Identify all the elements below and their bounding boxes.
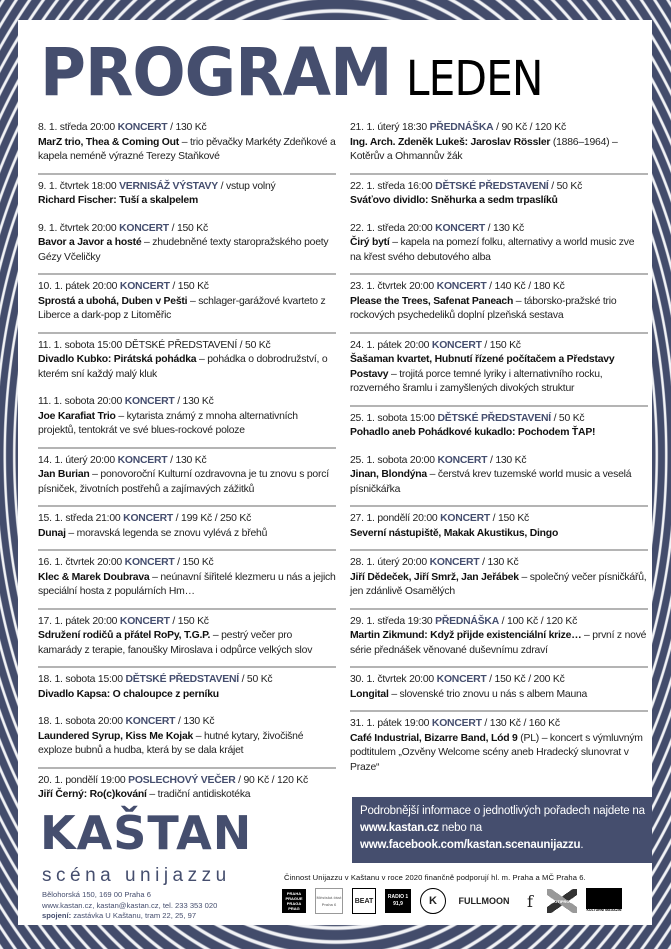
- program-entry: [38, 275, 336, 334]
- entry-date: 11. 1. sobota 20:00: [38, 396, 123, 407]
- facebook-link[interactable]: www.facebook.com/kastan.scenaunijazzu: [360, 839, 581, 851]
- entry-title: Joe Karafiat Trio: [38, 410, 116, 422]
- entry-date: 9. 1. čtvrtek 18:00: [38, 180, 117, 192]
- entry-type: DĚTSKÉ PŘEDSTAVENÍ: [124, 339, 237, 351]
- entry-body: [38, 236, 336, 265]
- entry-description: – schlager-garážové kvarteto z Liberce a dark-pop z Litoměřic: [38, 295, 326, 321]
- entry-price: / 90 Kč / 120 Kč: [496, 122, 566, 133]
- entry-header: [350, 717, 648, 732]
- entry-type: VERNISÁŽ VÝSTAVY: [119, 180, 218, 192]
- radio1-logo: RADIO 1 91,9: [385, 889, 411, 913]
- entry-price: / 50 Kč: [241, 674, 273, 685]
- entry-title: Severní nástupiště, Makak Akustikus, Dingo: [350, 527, 559, 539]
- entry-date: 31. 1. pátek 19:00: [350, 718, 430, 729]
- entry-date: 9. 1. čtvrtek 20:00: [38, 222, 117, 234]
- entry-date: 8. 1. středa 20:00: [38, 122, 115, 133]
- entry-date: 25. 1. sobota 15:00: [350, 412, 435, 424]
- month-title: LEDEN: [406, 51, 543, 107]
- entry-price: / 150 Kč: [171, 222, 208, 234]
- entry-price: / 150 Kč / 200 Kč: [489, 674, 565, 685]
- entry-type: KONCERT: [117, 454, 168, 466]
- entry-type: KONCERT: [429, 557, 480, 568]
- entry-description: – tradiční antidiskotéka: [146, 789, 251, 800]
- program-sheet: [18, 20, 652, 925]
- entry-body: [350, 236, 648, 265]
- website-link[interactable]: www.kastan.cz: [360, 822, 439, 834]
- entry-price: / 150 Kč: [492, 513, 530, 524]
- entry-price: / 100 Kč / 120 Kč: [501, 615, 578, 627]
- entry-date: 29. 1. středa 19:30: [350, 615, 433, 627]
- program-entry: [350, 275, 648, 334]
- entry-title: Jinan, Blondýna: [350, 469, 427, 480]
- entry-title: Please the Trees, Safenat Paneach: [350, 295, 514, 307]
- entry-date: 27. 1. pondělí 20:00: [350, 513, 438, 524]
- info-box: [352, 797, 652, 863]
- beat-logo: BEAT: [352, 888, 376, 914]
- kastan-logo: KAŠTAN: [40, 806, 253, 860]
- entry-price: / 90 Kč / 120 Kč: [238, 774, 308, 786]
- entry-type: KONCERT: [119, 615, 170, 627]
- entry-date: 23. 1. čtvrtek 20:00: [350, 281, 434, 292]
- entry-header: [350, 121, 648, 136]
- entry-price: / 150 Kč: [484, 339, 521, 351]
- program-entry: [38, 551, 336, 610]
- entry-header: [350, 339, 648, 354]
- music-logo: f: [527, 891, 533, 911]
- entry-date: 14. 1. úterý 20:00: [38, 454, 115, 466]
- entry-type: KONCERT: [124, 557, 175, 568]
- entry-description: (PL) – koncert s výmluvným podtitulem „Ozvěny Welcome scény aneb Hradecký slunovrat v Praze“: [350, 732, 643, 773]
- entry-title: Čirý bytí: [350, 237, 390, 248]
- entry-type: KONCERT: [124, 396, 175, 407]
- sponsor-text: Činnost Unijazzu v Kaštanu v roce 2020 finančně podporují hl. m. Praha a MČ Praha 6.: [284, 873, 586, 882]
- entry-date: 17. 1. pátek 20:00: [38, 615, 118, 627]
- entry-price: / 140 Kč / 180 Kč: [489, 281, 565, 292]
- entry-header: [350, 615, 648, 630]
- program-entry: [38, 390, 336, 449]
- entry-type: DĚTSKÉ PŘEDSTAVENÍ: [125, 674, 239, 685]
- entry-price: / 150 Kč: [172, 615, 209, 627]
- entry-header: [350, 556, 648, 571]
- entry-date: 28. 1. úterý 20:00: [350, 557, 427, 568]
- entry-body: [38, 353, 336, 382]
- entry-price: / 199 Kč / 250 Kč: [175, 513, 252, 524]
- entry-price: / 130 Kč: [489, 454, 527, 466]
- info-text: .: [580, 839, 584, 851]
- entry-body: [38, 295, 336, 324]
- entry-header: [350, 180, 648, 195]
- entry-description: (1886–1964) – Kotěrův a Ohmannův žák: [350, 136, 618, 162]
- entry-header: [350, 280, 648, 295]
- entry-description: – pestrý večer pro kamarády z terapie, fanoušky Miroslava i odpůrce velkých slov: [38, 630, 313, 656]
- entry-type: KONCERT: [436, 281, 487, 292]
- contact: www.kastan.cz, kastan@kastan.cz, tel. 233 353 020: [42, 900, 218, 910]
- entry-body: [38, 527, 336, 542]
- sponsor-logos: [282, 888, 622, 914]
- entry-title: Divadlo Kubko: Pirátská pohádka: [38, 354, 197, 365]
- entry-price: / 50 Kč: [239, 339, 271, 351]
- entry-title: Klec & Marek Doubrava: [38, 571, 150, 583]
- entry-type: KONCERT: [119, 281, 170, 292]
- entry-date: 25. 1. sobota 20:00: [350, 454, 435, 466]
- program-entry: [38, 507, 336, 551]
- entry-body: [38, 136, 336, 165]
- program-entry: [350, 551, 648, 610]
- entry-body: [350, 468, 648, 497]
- entry-description: – kapela na pomezí folku, alternativy a world music zve na křest svého debutového alba: [350, 237, 635, 263]
- entry-date: 22. 1. středa 16:00: [350, 180, 433, 192]
- program-entry: [350, 116, 648, 175]
- entry-body: [38, 468, 336, 497]
- entry-title: Richard Fischer: Tuší a skalpelem: [38, 195, 199, 206]
- entry-description: – společný večer písničkářů, jen zdánlivě Osamělých: [350, 571, 647, 597]
- entry-type: POSLECHOVÝ VEČER: [128, 774, 236, 786]
- entry-date: 11. 1. sobota 15:00: [38, 339, 123, 351]
- entry-body: [350, 527, 648, 542]
- entry-date: 15. 1. středa 21:00: [38, 513, 121, 524]
- program-entry: [350, 712, 648, 783]
- entry-type: KONCERT: [436, 674, 487, 685]
- program-entry: [350, 175, 648, 217]
- entry-body: [38, 194, 336, 209]
- entry-description: – pohádka o dobrodružství, o kterém sní každý malý kluk: [38, 354, 328, 380]
- program-entry: [350, 449, 648, 508]
- program-entry: [38, 769, 336, 811]
- entry-header: [38, 121, 336, 136]
- program-entry: [350, 610, 648, 669]
- program-entry: [38, 217, 336, 276]
- entry-type: KONCERT: [431, 718, 482, 729]
- entry-header: [350, 454, 648, 469]
- address-block: [42, 890, 217, 922]
- entry-type: KONCERT: [125, 716, 176, 727]
- entry-description: – táborsko-pražské trio rockových psychedeliků doplní plzeňská sestava: [350, 295, 617, 321]
- entry-title: Sdružení rodičů a přátel RoPy, T.G.P.: [38, 630, 211, 641]
- entry-body: [38, 571, 336, 600]
- entry-price: / 50 Kč: [551, 180, 583, 192]
- entry-description: – hutné kytary, živočišné exploze bubnů a hudba, která by se dala krájet: [38, 730, 304, 756]
- entry-type: KONCERT: [437, 454, 488, 466]
- entry-type: DĚTSKÉ PŘEDSTAVENÍ: [437, 412, 551, 424]
- entry-header: [38, 715, 336, 730]
- entry-header: [38, 673, 336, 688]
- entry-title: Longital: [350, 688, 389, 700]
- entry-title: Laundered Syrup, Kiss Me Kojak: [38, 730, 194, 742]
- entry-title: Šašaman kvartet, Hubnutí řízené počítačem a Představy Postavy: [350, 354, 615, 380]
- entry-title: Divadlo Kapsa: O chaloupce z perníku: [38, 688, 219, 700]
- entry-header: [38, 395, 336, 410]
- program-entry: [38, 610, 336, 669]
- entry-header: [38, 512, 336, 527]
- entry-price: / 130 Kč / 160 Kč: [484, 718, 560, 729]
- entry-date: 20. 1. pondělí 19:00: [38, 774, 126, 786]
- entry-type: KONCERT: [435, 222, 485, 234]
- entry-price: / 130 Kč: [170, 122, 207, 133]
- entry-price: / vstup volný: [220, 180, 276, 192]
- program-entry: [38, 334, 336, 391]
- entry-body: [38, 410, 336, 439]
- entry-description: – ponovoroční Kulturní ozdravovna je tu znovu s porcí písniček, životních postřehů a zajímavých zážitků: [38, 469, 329, 495]
- entry-price: / 130 Kč: [177, 716, 215, 727]
- entry-body: [350, 629, 648, 658]
- entry-date: 18. 1. sobota 20:00: [38, 716, 123, 727]
- address: Bělohorská 150, 169 00 Praha 6: [42, 890, 151, 899]
- entry-type: KONCERT: [440, 513, 490, 524]
- entry-price: / 130 Kč: [482, 557, 519, 568]
- entry-title: Ing. Arch. Zdeněk Lukeš: Jaroslav Rössler: [350, 136, 551, 148]
- entry-header: [38, 556, 336, 571]
- entry-title: Pohadlo aneb Pohádkové kukadlo: Pochodem ŤAP!: [350, 427, 596, 438]
- entry-title: Martin Zikmund: Když přijde existenciální krize…: [350, 630, 582, 641]
- fullmoon-logo: FULLMOON: [458, 895, 510, 906]
- transport-text: zastávka U Kaštanu, tram 22, 25, 97: [71, 911, 197, 920]
- entry-price: / 130 Kč: [487, 222, 525, 234]
- entry-price: / 130 Kč: [170, 454, 207, 466]
- entry-description: – čerstvá krev tuzemské world music a veselá písničkářka: [350, 469, 632, 495]
- praha-logo: PRAHA PRAGUE PRAGA PRAG: [282, 889, 306, 913]
- entry-body: [350, 295, 648, 324]
- program-entry: [350, 334, 648, 407]
- entry-description: – slovenské trio znovu u nás s albem Mauna: [388, 688, 588, 700]
- program-entry: [38, 668, 336, 710]
- entry-type: KONCERT: [123, 513, 173, 524]
- entry-body: [350, 136, 648, 165]
- entry-date: 18. 1. sobota 15:00: [38, 674, 123, 685]
- entry-price: / 150 Kč: [177, 557, 214, 568]
- entry-title: Café Industrial, Bizarre Band, Lód 9: [350, 732, 518, 744]
- program-entry: [350, 407, 648, 449]
- entry-price: / 50 Kč: [553, 412, 585, 424]
- entry-date: 30. 1. čtvrtek 20:00: [350, 674, 434, 685]
- entry-title: Bavor a Javor a hosté: [38, 237, 142, 248]
- entry-body: [38, 629, 336, 658]
- entry-description: – trio pěvačky Markéty Zdeňkové a kapela neméně výrazné Terezy Staňkové: [38, 136, 336, 162]
- program-entry: [350, 507, 648, 551]
- program-entry: [38, 116, 336, 175]
- entry-date: 10. 1. pátek 20:00: [38, 281, 118, 292]
- entry-date: 16. 1. čtvrtek 20:00: [38, 557, 122, 568]
- entry-header: [38, 180, 336, 195]
- entry-date: 22. 1. středa 20:00: [350, 222, 433, 234]
- entry-title: MarZ trio, Thea & Coming Out: [38, 136, 180, 148]
- program-column-right: [350, 116, 648, 783]
- entry-description: – moravská legenda se znovu vylévá z břehů: [65, 527, 268, 539]
- entry-type: KONCERT: [119, 222, 169, 234]
- entry-title: Jan Burian: [38, 469, 90, 480]
- entry-body: [350, 688, 648, 703]
- entry-description: – zhudebněné texty staropražského poety Gézy Včeličky: [38, 237, 329, 263]
- entry-price: / 130 Kč: [177, 396, 214, 407]
- entry-header: [350, 673, 648, 688]
- entry-header: [350, 412, 648, 427]
- program-column-left: [38, 116, 336, 811]
- entry-header: [38, 339, 336, 354]
- program-entry: [350, 217, 648, 276]
- entry-type: PŘEDNÁŠKA: [429, 122, 494, 133]
- entry-description: – kytarista známý z mnoha alternativních projektů, tentokrát ve své blues-rockové poloze: [38, 410, 298, 436]
- entry-header: [38, 454, 336, 469]
- entry-description: – neúnavní šiřitelé klezmeru u nás a jejich speciální hosta z populárních Hm…: [38, 571, 336, 597]
- entry-header: [350, 512, 648, 527]
- entry-title: Sprostá a ubohá, Duben v Pešti: [38, 295, 188, 307]
- program-entry: [38, 175, 336, 217]
- entry-price: / 150 Kč: [172, 281, 209, 292]
- entry-header: [38, 280, 336, 295]
- entry-type: KONCERT: [117, 122, 168, 133]
- program-entry: [350, 668, 648, 712]
- info-text: nebo na: [438, 822, 482, 834]
- entry-body: [38, 788, 336, 803]
- protiproud-logo: PROTIPROUD: [547, 889, 577, 913]
- entry-header: [38, 615, 336, 630]
- entry-body: [350, 353, 648, 397]
- entry-header: [350, 222, 648, 237]
- entry-header: [38, 774, 336, 789]
- page-title: PROGRAM: [40, 34, 392, 111]
- transport-label: spojení:: [42, 911, 72, 920]
- entry-body: [38, 730, 336, 759]
- entry-body: [350, 194, 648, 209]
- kulturni-magazin-logo: KULTURNÍ MAGAZÍN: [586, 888, 622, 914]
- entry-title: Sváťovo dividlo: Sněhurka a sedm trpaslíků: [350, 195, 558, 206]
- entry-type: DĚTSKÉ PŘEDSTAVENÍ: [435, 180, 549, 192]
- entry-title: Jiří Černý: Ro(c)kování: [38, 789, 147, 800]
- entry-title: Dunaj: [38, 527, 66, 539]
- entry-body: [350, 732, 648, 776]
- logo-subtitle: scéna unijazzu: [42, 865, 231, 886]
- entry-description: – první z nové série přednášek věnované duševnímu zdraví: [350, 630, 647, 656]
- program-entry: [38, 710, 336, 769]
- entry-header: [38, 222, 336, 237]
- entry-body: [350, 571, 648, 600]
- entry-type: PŘEDNÁŠKA: [435, 615, 499, 627]
- program-entry: [38, 449, 336, 508]
- transport: [42, 911, 217, 922]
- k-logo: K: [420, 888, 446, 914]
- entry-description: – trojitá porce temné lyriky i alternativního rocku, rozverného šramlu i zamyšlených divokých struktur: [350, 368, 603, 394]
- praha6-logo: Městská část Praha 6: [315, 888, 343, 914]
- entry-date: 21. 1. úterý 18:30: [350, 122, 427, 133]
- info-text: Podrobnější informace o jednotlivých pořadech najdete na: [360, 805, 645, 817]
- entry-type: KONCERT: [431, 339, 482, 351]
- entry-body: [350, 426, 648, 441]
- entry-date: 24. 1. pátek 20:00: [350, 339, 430, 351]
- entry-title: Jiří Dědeček, Jiří Smrž, Jan Jeřábek: [350, 571, 519, 583]
- entry-body: [38, 688, 336, 703]
